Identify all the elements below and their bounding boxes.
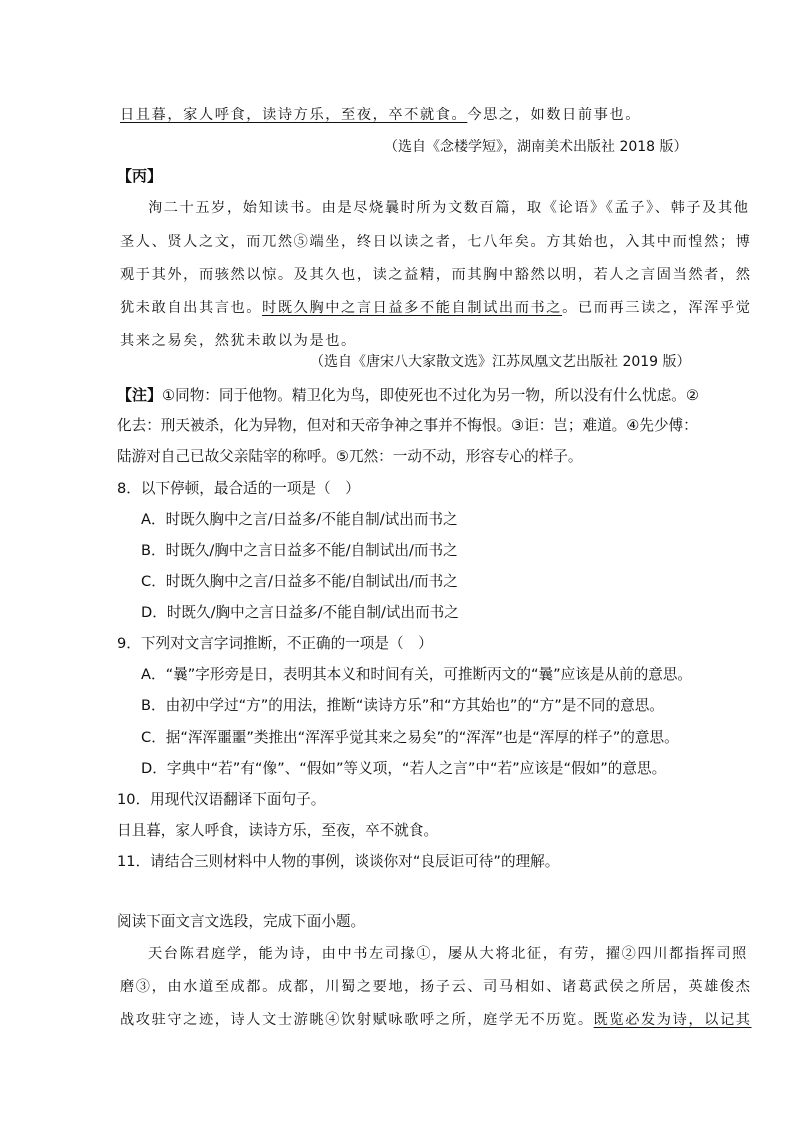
underlined-sentence: 日且暮，家人呼食，读诗方乐，至夜，卒不就食。 [120,107,468,123]
question-stem: 9．下列对文言字词推断，不正确的一项是（ ） [117,635,433,652]
question-stem: 11．请结合三则材料中人物的事例，谈谈你对“良辰讵可待”的理解。 [117,853,560,870]
source-citation: （选自《唐宋八大家散文选》江苏凤凰文艺出版社 2019 版） [310,354,691,370]
reading-intro: 阅读下面文言文选段，完成下面小题。 [117,913,366,930]
option-line: C．据“浑浑噩噩”类推出“浑浑乎觉其来之易矣”的“浑浑”也是“浑厚的样子”的意思。 [141,729,679,746]
plain-text: 今思之，如数日前事也。 [467,107,641,123]
notes-line [117,384,699,405]
plain-text: 战攻驻守之迹，诗人文士游眺④饮射赋咏歌呼之所，庭学无不历览。 [120,1012,594,1028]
paragraph-line: 磨③，由水道至成都。成都，川蜀之要地，扬子云、司马相如、诸葛武侯之所居，英雄俊杰 [120,979,752,995]
option-line: B．时既久/胸中之言日益多不能/自制试出/而书之 [141,542,458,559]
notes-line: 化去：刑天被杀，化为异物，但对和天帝争神之事并不悔恨。③讵：岂；难道。④先少傅： [117,417,698,434]
translation-sentence: 日且暮，家人呼食，读诗方乐，至夜，卒不就食。 [117,822,439,839]
yi-last-line [120,104,641,124]
notes-line: 陆游对自己已故父亲陆宰的称呼。⑤兀然：一动不动，形容专心的样子。 [117,448,583,465]
option-line: D．时既久/胸中之言日益多/不能自制/试出而书之 [141,604,459,621]
notes-label: 【注】 [117,386,163,404]
paragraph-line: 洵二十五岁，始知读书。由是尽烧曩时所为文数百篇，取《论语》《孟子》、韩子及其他 [148,200,750,216]
question-stem: 8．以下停顿，最合适的一项是（ ） [117,480,360,497]
option-line: B．由初中学过“方”的用法，推断“读诗方乐”和“方其始也”的“方”是不同的意思。 [141,697,664,714]
underlined-sentence: 既览必发为诗，以记其 [593,1012,752,1028]
paragraph-line: 其来之易矣，然犹未敢以为是也。 [120,333,357,349]
plain-text: 。已而再三读之，浑浑乎觉 [562,300,752,316]
paragraph-line [120,297,752,317]
option-line: A．“曩”字形旁是日，表明其本义和时间有关，可推断丙文的“曩”应该是从前的意思。 [141,666,693,683]
question-stem: 10．用现代汉语翻译下面句子。 [117,791,326,808]
plain-text: 犹未敢自出其言也。 [120,300,263,316]
option-line: C．时既久胸中之言/日益多不能/自制试出/而书之 [141,573,458,590]
paragraph-line [120,1009,752,1029]
option-line: D．字典中“若”有“像”、“假如”等义项，“若人之言”中“若”应该是“假如”的意思。 [141,760,667,777]
notes-text: ①同物：同于他物。精卫化为鸟，即使死也不过化为另一物，所以没有什么忧虑。② [162,387,699,404]
source-citation: （选自《念楼学短》，湖南美术出版社 2018 版） [384,139,688,155]
paragraph-line: 观于其外，而骇然以惊。及其久也，读之益精，而其胸中豁然以明，若人之言固当然者，然 [120,267,752,283]
paragraph-line: 天台陈君庭学，能为诗，由中书左司掾①，屡从大将北征，有劳，擢②四川都指挥司照 [148,946,748,962]
option-line: A．时既久胸中之言/日益多/不能自制/试出而书之 [141,511,458,528]
paragraph-line: 圣人、贤人之文，而兀然⑤端坐，终日以读之者，七八年矣。方其始也，入其中而惶然；博 [120,234,752,250]
underlined-sentence: 时既久胸中之言日益多不能自制试出而书之 [262,300,563,316]
section-heading: 【丙】 [117,167,163,185]
